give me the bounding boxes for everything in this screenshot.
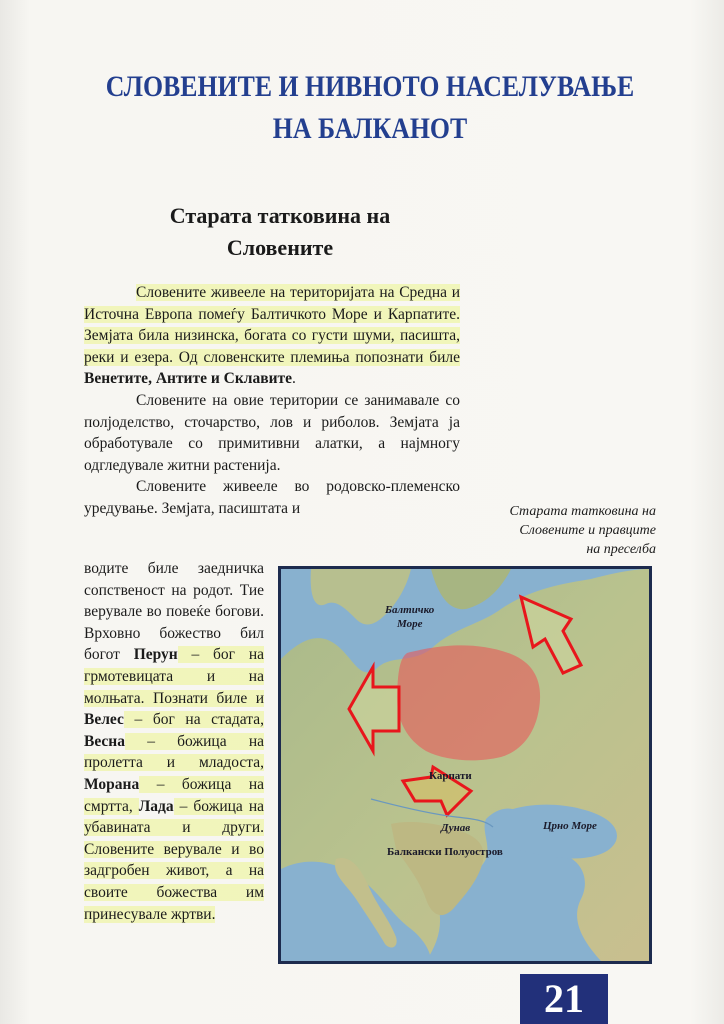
gods-text-4: – божица на пролетта и младоста, bbox=[84, 732, 264, 772]
label-balkan-peninsula: Балкански Полуостров bbox=[387, 846, 503, 858]
god-veles: Велес bbox=[84, 711, 124, 729]
label-baltic-line-2: Море bbox=[397, 618, 423, 630]
paragraph-2: Словените на овие територии се занимавале со полјоделство, сточарство, лов и риболов. Земјата ја обработувале со примитивни алатки, а најмногу одгледувале житни растенија. bbox=[84, 391, 460, 474]
goddess-vesna: Весна bbox=[84, 732, 125, 750]
migration-map bbox=[278, 566, 652, 964]
goddess-morana: Морана bbox=[84, 775, 140, 793]
main-text bbox=[84, 282, 460, 520]
label-carpathians: Карпати bbox=[429, 770, 472, 782]
side-text bbox=[84, 558, 264, 925]
map-caption bbox=[470, 502, 656, 559]
caption-line-2: Словените и правците bbox=[519, 523, 656, 538]
section-heading-line-1: Старата татковина на bbox=[169, 203, 391, 228]
gods-text-6: – божица на убавината и други. Словените верувале и во задгробен живот, а на своите божества им принесувале жртви. bbox=[84, 797, 264, 923]
title-line-1: СЛОВЕНИТЕ И НИВНОТО НАСЕЛУВАЊЕ bbox=[105, 70, 635, 103]
label-danube: Дунав bbox=[441, 822, 471, 834]
paragraph-3-continued bbox=[84, 558, 264, 925]
gods-text-1: водите биле заедничка сопственост на родот. Тие верувале во повеќе богови. Врховно божество бил богот bbox=[84, 560, 264, 664]
god-perun: Перун bbox=[133, 646, 178, 664]
paragraph-3-start: Словените живееле во родовско-племенско уредување. Земјата, пасиштата и bbox=[84, 478, 460, 517]
gods-text-3: – бог на стадата, bbox=[123, 711, 264, 729]
slavic-homeland bbox=[397, 645, 540, 760]
tribes-names: Венетите, Антите и Склавите bbox=[84, 370, 293, 388]
section-heading bbox=[130, 200, 430, 264]
section-heading-line-2: Словените bbox=[226, 235, 334, 260]
gods-text-5: – божица на смртта, bbox=[84, 775, 264, 815]
title-line-2: НА БАЛКАНОТ bbox=[272, 112, 468, 145]
caption-line-1: Старата татковина на bbox=[509, 504, 656, 519]
paragraph-1-text: Словените живееле на територијата на Средна и Источна Европа помеѓу Балтичкото Море и Карпатите. Земјата била низинска, богата со густи шуми, пасишта, реки и езера. Од словенските племиња попознати биле bbox=[84, 284, 460, 366]
paragraph-1-end: . bbox=[292, 370, 296, 388]
goddess-lada: Лада bbox=[138, 797, 174, 815]
gods-text-2: – бог на грмотевицата и на молњата. Познати биле и bbox=[84, 646, 264, 707]
label-black-sea: Црно Море bbox=[543, 820, 597, 832]
map-svg bbox=[281, 569, 649, 961]
paragraph-1 bbox=[84, 282, 460, 390]
page-number: 21 bbox=[520, 974, 608, 1024]
label-baltic-line-1: Балтичко bbox=[385, 604, 435, 616]
caption-line-3: на преселба bbox=[586, 542, 656, 557]
page-title bbox=[103, 66, 636, 150]
